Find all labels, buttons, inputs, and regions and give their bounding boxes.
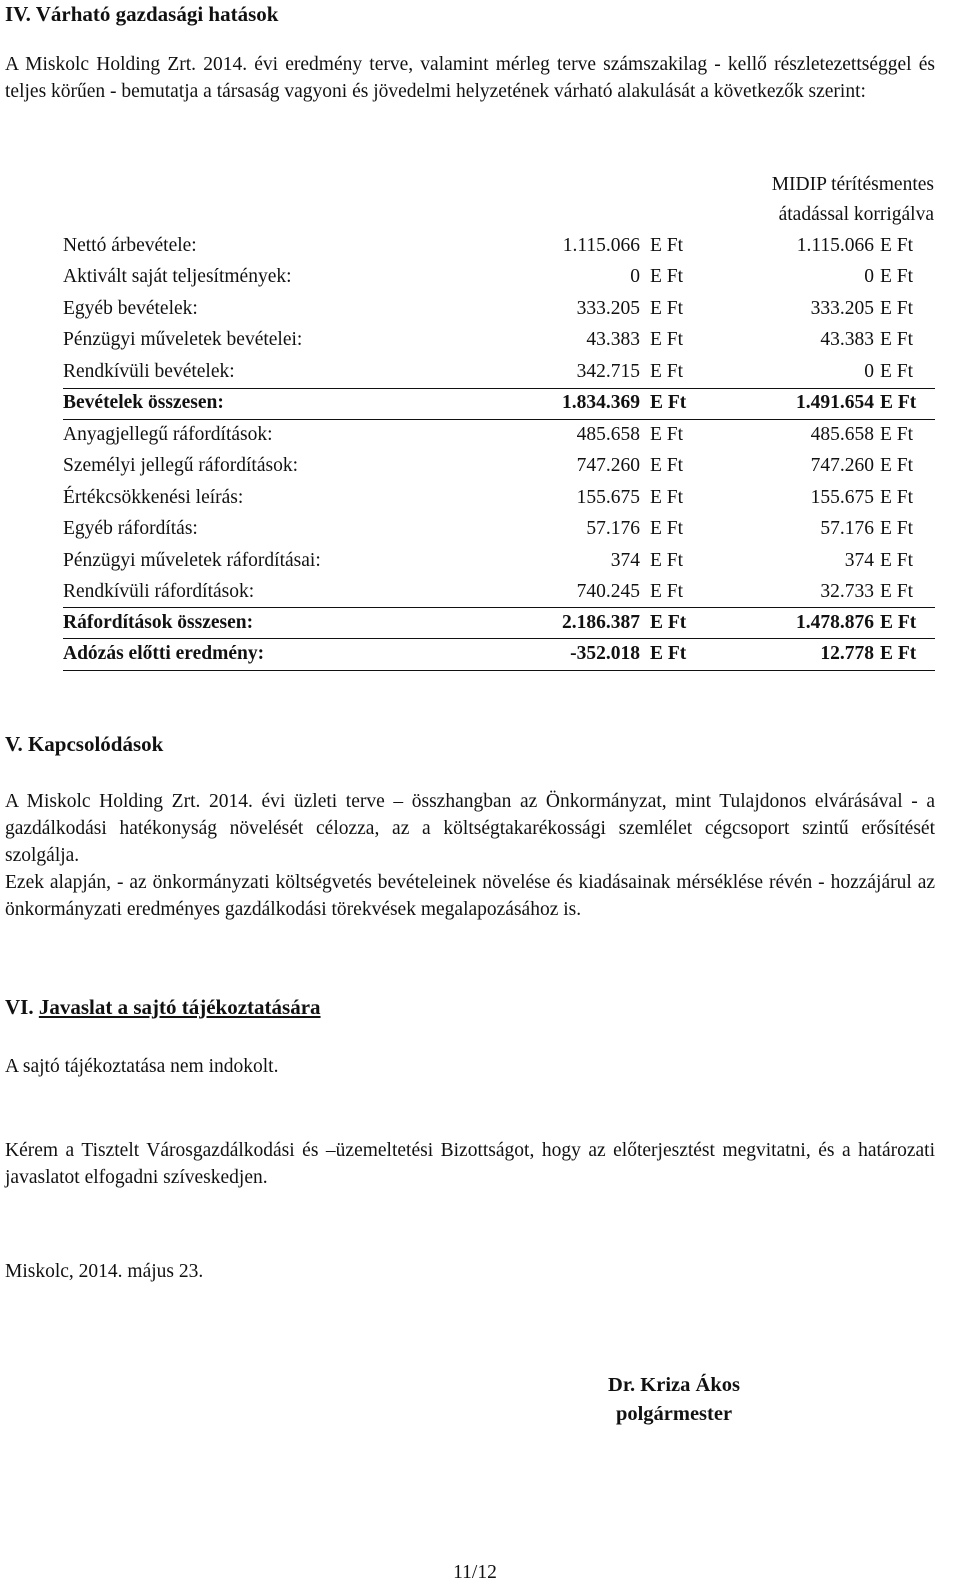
section-5-title: V. Kapcsolódások [5,732,164,756]
table-row-total [0,392,960,420]
value-plan: 155.675 [576,487,640,508]
unit: E Ft [650,361,684,382]
value-plan: 2.186.387 [562,612,640,633]
unit: E Ft [880,424,914,445]
value-plan: -352.018 [570,643,640,664]
table-row-result [0,643,960,671]
row-label: Rendkívüli bevételek: [63,361,235,382]
unit: E Ft [880,298,914,319]
section-6-text: A sajtó tájékoztatása nem indokolt. [5,1056,279,1077]
value-corrected: 1.115.066 [796,235,874,256]
unit: E Ft [880,643,917,664]
value-corrected: 1.478.876 [796,612,874,633]
value-corrected: 155.675 [810,487,874,508]
unit: E Ft [650,392,687,413]
unit: E Ft [880,329,914,350]
place-date: Miskolc, 2014. május 23. [5,1261,204,1282]
row-label: Nettó árbevétele: [63,235,197,256]
unit: E Ft [880,581,914,602]
unit: E Ft [650,487,684,508]
table-row [0,424,960,452]
value-corrected: 32.733 [820,581,874,602]
unit: E Ft [880,550,914,571]
unit: E Ft [880,518,914,539]
value-corrected: 12.778 [820,643,874,664]
unit: E Ft [880,266,914,287]
row-label: Pénzügyi műveletek ráfordításai: [63,550,321,571]
value-plan: 485.658 [576,424,640,445]
value-plan: 374 [610,550,640,571]
value-plan: 333.205 [576,298,640,319]
value-plan: 747.260 [576,455,640,476]
value-plan: 57.176 [586,518,640,539]
value-corrected: 0 [864,266,874,287]
value-plan: 43.383 [586,329,640,350]
row-label: Egyéb bevételek: [63,298,198,319]
row-label: Személyi jellegű ráfordítások: [63,455,299,476]
section-4-intro: A Miskolc Holding Zrt. 2014. évi eredmény terve, valamint mérleg terve számszakilag - kellő részletezettséggel és teljes körűen - bemutatja a társaság vagyoni és jövedelmi helyzetének várható alakulását a következők szerint: [5,54,935,102]
unit: E Ft [880,361,914,382]
unit: E Ft [880,235,914,256]
column-header-line-1: MIDIP térítésmentes [771,174,934,195]
value-corrected: 747.260 [810,455,874,476]
value-plan: 740.245 [576,581,640,602]
unit: E Ft [650,298,684,319]
row-label: Rendkívüli ráfordítások: [63,581,255,602]
table-row [0,235,960,263]
row-label: Pénzügyi műveletek bevételei: [63,329,303,350]
section-4-title: IV. Várható gazdasági hatások [5,2,279,26]
row-separator [63,638,935,639]
unit: E Ft [650,518,684,539]
request-paragraph: Kérem a Tisztelt Városgazdálkodási és –üzemeltetési Bizottságot, hogy az előterjesztést megvitatni, és a határozati javaslatot elfogadni szíveskedjen. [5,1140,935,1188]
row-separator [63,670,935,671]
page-number: 11/12 [453,1562,497,1583]
section-6-heading: Javaslat a sajtó tájékoztatására [38,995,321,1019]
value-plan: 342.715 [576,361,640,382]
value-corrected: 485.658 [810,424,874,445]
value-corrected: 43.383 [820,329,874,350]
value-plan: 0 [630,266,640,287]
row-label: Adózás előtti eredmény: [63,643,265,664]
unit: E Ft [880,487,914,508]
row-label: Anyagjellegű ráfordítások: [63,424,273,445]
table-row [0,361,960,389]
unit: E Ft [650,266,684,287]
value-corrected: 1.491.654 [796,392,874,413]
value-plan: 1.834.369 [562,392,640,413]
row-label: Értékcsökkenési leírás: [63,487,244,508]
unit: E Ft [880,612,917,633]
unit: E Ft [880,455,914,476]
section-5-paragraph-1: A Miskolc Holding Zrt. 2014. évi üzleti terve – összhangban az Önkormányzat, mint Tulajdonos elvárásával - a gazdálkodási hatékonyság növelését célozza, az a költségtakarékossági szemlélet cégcsoport szintű erősítését szolgálja. [5,791,935,866]
section-6-number: VI. [5,995,39,1019]
row-label: Egyéb ráfordítás: [63,518,198,539]
row-separator [63,419,935,420]
value-corrected: 374 [844,550,874,571]
table-row [0,329,960,357]
unit: E Ft [650,424,684,445]
unit: E Ft [650,581,684,602]
value-plan: 1.115.066 [562,235,640,256]
unit: E Ft [650,455,684,476]
unit: E Ft [650,329,684,350]
section-5-paragraph-2: Ezek alapján, - az önkormányzati költségvetés bevételeinek növelése és kiadásainak mérséklése révén - hozzájárul az önkormányzati eredményes gazdálkodási törekvések megalapozásához is. [5,872,935,920]
table-row [0,550,960,578]
table-row [0,487,960,515]
table-row-total [0,612,960,640]
row-label: Bevételek összesen: [63,392,224,413]
value-corrected: 333.205 [810,298,874,319]
unit: E Ft [880,392,917,413]
table-row [0,518,960,546]
unit: E Ft [650,643,687,664]
row-separator [63,607,935,608]
table-row [0,581,960,609]
value-corrected: 0 [864,361,874,382]
column-header-line-2: átadással korrigálva [778,204,934,225]
table-row [0,298,960,326]
row-separator [63,388,935,389]
table-row [0,455,960,483]
section-6-title [5,995,321,1020]
unit: E Ft [650,550,684,571]
signature-name: Dr. Kriza Ákos [608,1374,740,1396]
row-label: Aktivált saját teljesítmények: [63,266,292,287]
unit: E Ft [650,612,687,633]
unit: E Ft [650,235,684,256]
signature-title: polgármester [615,1403,733,1425]
table-row [0,266,960,294]
row-label: Ráfordítások összesen: [63,612,254,633]
value-corrected: 57.176 [820,518,874,539]
